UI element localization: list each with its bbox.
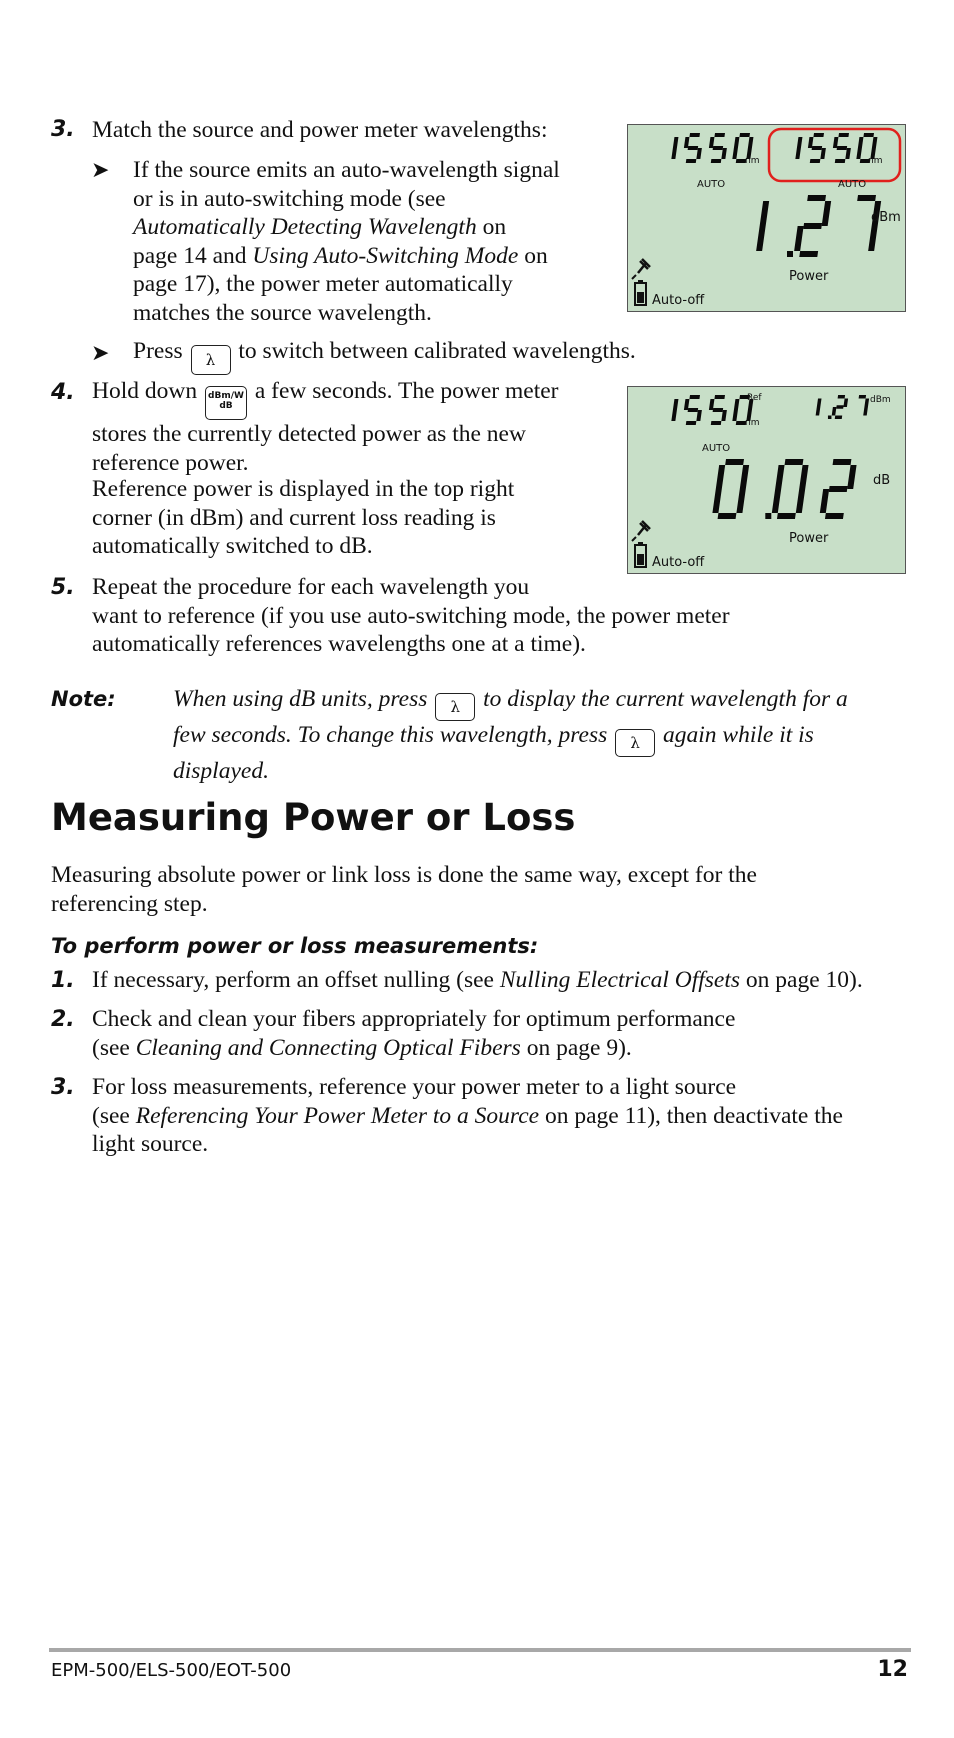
text-line: light source. [92,1131,209,1157]
text-fragment: Hold down [92,378,198,404]
lcd-segment [671,410,677,421]
lcd-segment [689,133,700,137]
plug-icon [632,521,650,541]
lcd-segment [863,133,874,137]
lcd-segment [843,399,848,408]
lcd-segment [795,148,801,159]
lcd-segment [847,465,856,489]
lcd-segment [748,137,754,148]
lcd-mode-label: AUTO [838,179,867,190]
lcd-segment [856,148,862,159]
text-line: or is in auto-switching mode (see [133,185,446,212]
lcd-segment [833,459,852,465]
lcd-digit [671,137,678,159]
lcd-digit [712,459,750,519]
lcd-unit-label: dB [873,473,891,488]
text-line [92,1034,735,1063]
lcd-digit [806,133,828,163]
lcd-segment [673,137,679,148]
text-line: Reference power is displayed in the top right [92,476,515,502]
lcd-segment [816,407,821,416]
bullet-arrow-icon: ➤ [91,158,110,183]
lcd-segment [777,513,796,519]
text-line [92,377,559,420]
text-fragment: (see [92,1034,136,1061]
lcd-segment [858,137,864,148]
lcd-segment [760,201,770,226]
lcd-segment [714,133,725,137]
lcd-segment [734,137,740,148]
lcd-ref-label: Ref [747,393,762,403]
text-line: automatically references wavelengths one at a time). [92,631,586,657]
text-fragment: on page 11), then deactivate the [539,1102,843,1129]
lcd-digit [771,459,809,519]
lcd-status-label: Auto-off [652,555,705,570]
lcd-mode-label: AUTO [702,443,731,454]
section-intro [51,861,757,918]
step-paragraph [92,573,730,659]
cross-reference[interactable]: Cleaning and Connecting Optical Fibers [135,1034,521,1061]
text-fragment: on [476,214,507,240]
text-fragment: page 14 and [133,242,253,269]
lcd-segment [838,133,849,137]
lcd-display-2 [627,386,906,574]
lcd-display-1 [627,124,906,312]
text-fragment: on [518,242,548,269]
lcd-segment [740,465,749,489]
step-number: 3. [51,117,75,142]
lcd-segment [686,159,697,163]
lcd-display-2-graphic [628,387,907,575]
bullet-arrow-icon: ➤ [91,341,110,366]
key-label-bottom: dB [219,401,233,411]
lcd-segment [799,251,818,257]
note-label: Note: [51,687,116,711]
lcd-digit [671,399,678,421]
text-line: referencing step. [51,890,208,917]
text-line: Repeat the procedure for each wavelength you [92,574,530,600]
lcd-segment [739,133,750,137]
lcd-segment [718,513,737,519]
lcd-digit [682,133,704,163]
step-number: 2. [51,1007,75,1032]
footer-model: EPM-500/ELS-500/EOT-500 [51,1660,292,1681]
text-line [133,213,560,242]
lcd-power-label: Power [789,269,829,284]
lcd-segment [711,421,722,425]
text-fragment: on page 9). [520,1034,632,1061]
step-number: 4. [51,380,75,405]
lcd-segment [820,489,829,513]
lcd-segment [864,399,869,408]
text-line: displayed. [173,758,269,784]
text-fragment: to switch between calibrated wavelengths. [238,338,636,364]
lcd-digit [831,395,848,419]
procedure-title: To perform power or loss measurements: [51,934,539,958]
lcd-segment [837,146,848,150]
text-line: stores the currently detected power as the new [92,421,526,447]
text-line [173,685,848,721]
lcd-digit [756,201,769,251]
lambda-key-icon: λ [191,345,231,375]
step-paragraph [92,475,514,561]
text-line: corner (in dBm) and current loss reading is [92,504,496,531]
text-fragment: on page 10). [740,967,863,993]
lcd-unit-label: nm [745,418,760,428]
lcd-segment [716,465,725,489]
text-line: Check and clean your fibers appropriately for optimum performance [92,1006,736,1032]
list-item [92,1005,735,1062]
lcd-left-wavelength [671,395,754,425]
text-line: For loss measurements, reference your power meter to a light source [92,1074,737,1100]
lcd-segment [688,146,699,150]
lcd-decimal-point [787,251,793,257]
highlight-circle [769,129,900,181]
text-line: page 17), the power meter automatically [133,271,513,297]
step-paragraph [92,377,559,477]
bullet-paragraph [133,337,636,375]
lcd-display-1-graphic [628,125,907,313]
lcd-digit [707,133,729,163]
lcd-decimal-point [828,416,832,420]
lcd-segment [734,399,740,410]
text-fragment: (see [92,1102,136,1129]
text-line: automatically switched to dB. [92,533,373,559]
lcd-decimal-point [765,513,771,519]
text-fragment: a few seconds. The power meter [254,378,559,404]
text-line: reference power. [92,449,249,476]
lcd-segment [688,408,699,412]
lcd-mode-label: AUTO [697,179,726,190]
lcd-segment [825,513,844,519]
step-text: Match the source and power meter wavelengths: [92,117,548,143]
lcd-segment [689,395,700,399]
lcd-right-wavelength [795,133,878,163]
lcd-segment [872,137,878,148]
lcd-unit-label: dBm [871,210,901,225]
cross-reference[interactable]: Referencing Your Power Meter to a Source [135,1102,540,1129]
page-number: 12 [877,1657,908,1682]
lcd-segment [712,489,721,513]
lcd-digit [831,133,853,163]
lcd-power-label: Power [789,531,829,546]
lcd-segment [711,159,722,163]
text-fragment: If necessary, perform an offset nulling (see [92,967,500,993]
lcd-segment [732,410,738,421]
lcd-status-label: Auto-off [652,293,705,308]
lcd-segment [807,195,826,201]
lcd-main-reading [712,459,858,519]
lcd-segment [673,399,679,410]
lcd-digit [856,395,869,416]
lcd-segment [794,226,804,251]
cross-reference[interactable]: Nulling Electrical Offsets [499,967,741,993]
list-item [92,966,863,995]
dbm-db-key-icon [205,386,247,420]
lcd-main-reading [756,195,882,257]
lcd-digit [819,459,857,519]
lcd-segment [863,407,868,416]
cross-reference[interactable]: Using Auto-Switching Mode [252,242,519,269]
lcd-digit [682,395,704,425]
lcd-segment [714,395,725,399]
list-item [92,1073,843,1159]
lcd-segment [812,146,823,150]
lcd-segment [756,226,766,251]
lcd-segment [832,407,837,416]
lcd-segment [838,395,845,399]
lcd-segment [859,395,866,399]
step-number: 3. [51,1075,75,1100]
lcd-segment [796,489,805,513]
key-label-top: dBm/W [208,391,244,401]
lcd-unit-label: dBm [870,395,891,405]
lcd-segment [775,465,784,489]
lcd-segment [835,159,846,163]
lcd-segment [713,408,724,412]
step-number: 5. [51,575,75,600]
lcd-segment [725,459,744,465]
text-fragment: again while it is [663,722,814,748]
battery-icon [635,542,646,567]
text-fragment: to display the current wavelength for a [483,686,848,712]
lcd-segment [810,159,821,163]
lcd-unit-label: nm [745,156,760,166]
lcd-segment [797,137,803,148]
footer-divider [49,1648,911,1652]
plug-icon [632,259,650,279]
lcd-segment [799,465,808,489]
section-heading: Measuring Power or Loss [51,796,576,839]
lcd-segment [817,399,822,408]
lcd-segment [836,405,843,409]
lcd-segment [822,201,832,226]
lcd-segment [732,148,738,159]
lcd-digit [816,399,822,416]
text-line: matches the source wavelength. [133,299,432,326]
lambda-key-icon: λ [615,729,655,757]
lcd-left-wavelength [671,133,754,163]
text-fragment: Press [133,338,183,364]
bullet-paragraph [133,156,560,327]
lcd-segment [829,486,848,492]
lcd-segment [686,421,697,425]
text-line: Measuring absolute power or link loss is done the same way, except for the [51,862,757,888]
lambda-key-icon: λ [435,693,475,721]
lcd-digit [707,395,729,425]
lcd-digit [793,195,832,257]
lcd-reference-value [816,395,870,419]
cross-reference[interactable]: Automatically Detecting Wavelength [133,214,477,240]
lcd-digit [795,137,802,159]
lcd-segment [868,226,878,251]
lcd-segment [772,489,781,513]
text-fragment: few seconds. To change this wavelength, press [173,722,608,748]
lcd-unit-label: nm [868,156,883,166]
text-fragment: When using dB units, press [173,686,428,712]
lcd-segment [803,223,822,229]
lcd-segment [813,133,824,137]
text-line: If the source emits an auto-wavelength signal [133,157,560,183]
battery-icon [635,280,646,305]
lcd-segment [835,416,842,420]
lcd-segment [857,195,876,201]
note-paragraph [173,685,848,786]
lcd-segment [713,146,724,150]
text-line [173,721,848,757]
text-line [92,1102,843,1131]
lcd-segment [736,489,745,513]
step-number: 1. [51,968,75,993]
lcd-segment [785,459,804,465]
lcd-segment [671,148,677,159]
text-line: want to reference (if you use auto-switching mode, the power meter [92,602,730,629]
text-line [133,242,560,271]
